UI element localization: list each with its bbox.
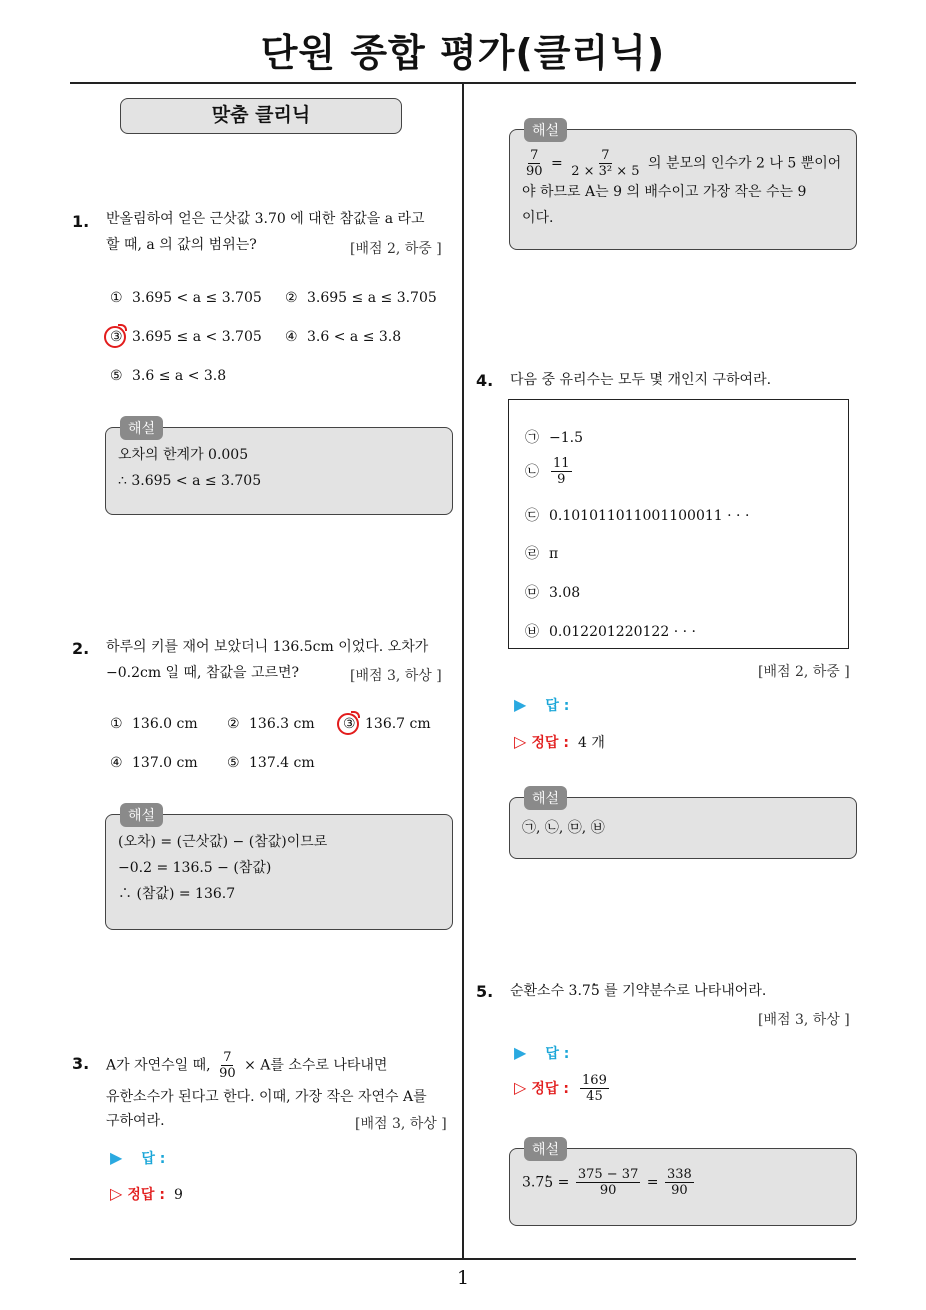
correct-triangle-icon: ▷: [514, 1078, 527, 1097]
answer-label: 답 :: [141, 1151, 166, 1167]
q4-item-2: ㉡ $\frac{11}{9}$: [525, 456, 570, 487]
q4-item-3: ㉢ 0.101011011001100011 · · ·: [525, 508, 750, 524]
q5-correct-row: [514, 1073, 611, 1104]
q5-solution-box: [509, 1142, 857, 1226]
q2-text-line1: 하루의 키를 재어 보았더니 136.5cm 이었다. 오차가: [106, 639, 429, 655]
q1-meta: [배점 2, 하중 ]: [350, 241, 442, 257]
q3-correct-value: 9: [174, 1187, 183, 1203]
q2-choice-1[interactable]: [110, 716, 198, 732]
q2-solution-line3: ∴ (참값) = 136.7: [118, 886, 236, 902]
repeating-digit: · 5: [591, 983, 600, 999]
solution-tag: 해설: [120, 416, 163, 440]
q2-choice-3[interactable]: [343, 716, 431, 732]
q3-number: 3.: [72, 1054, 90, 1073]
q5-sol-frac2: $\frac{338}{90}$: [666, 1167, 692, 1198]
choice-text: 3.695 < a ≤ 3.705: [132, 290, 262, 306]
correct-triangle-icon: ▷: [514, 732, 527, 751]
q4-correct-row: [514, 732, 605, 752]
q1-choice-4[interactable]: [285, 329, 401, 345]
q3-sol-frac2: $\frac{7}{\text{2 × 3² × 5}}$: [571, 148, 640, 179]
q4-text: 다음 중 유리수는 모두 몇 개인지 구하여라.: [510, 372, 772, 388]
correct-label: 정답 :: [531, 1081, 569, 1097]
q5-correct-fraction: $\frac{169}{45}$: [582, 1073, 607, 1104]
q5-text: [510, 978, 766, 1004]
choice-mark: ①: [110, 716, 123, 732]
q1-choice-3[interactable]: [110, 329, 262, 345]
q4-item-6: ㉥ 0.012201220122 · · ·: [525, 624, 696, 640]
answer-circle-mark: [337, 713, 359, 735]
q4-answer-row[interactable]: [514, 695, 569, 715]
q5-solution-line1: [522, 1167, 846, 1198]
q3-solution-box: [509, 123, 857, 250]
q2-choice-2[interactable]: [227, 716, 315, 732]
q1-text-line1: 반올림하여 얻은 근삿값 3.70 에 대한 참값을 a 라고: [106, 211, 425, 227]
q4-solution-box: [509, 791, 857, 859]
q5-meta: [배점 3, 하상 ]: [758, 1012, 850, 1028]
q5-sol-pre: 3.7: [522, 1174, 545, 1191]
choice-text: 3.695 ≤ a ≤ 3.705: [307, 290, 437, 306]
q3-text-post: × A를 소수로 나타내면: [244, 1057, 388, 1074]
choice-text: 3.695 ≤ a < 3.705: [132, 329, 262, 345]
choice-text: 136.3 cm: [249, 716, 315, 732]
q1-text-line2: 할 때, a 의 값의 범위는?: [106, 237, 257, 253]
q3-text-line1: [106, 1050, 387, 1081]
q1-number: 1.: [72, 212, 90, 231]
q3-sol-text: 의 분모의 인수가 2 나 5 뿐이어: [647, 155, 842, 172]
q5-text-pre: 순환소수 3.7: [510, 983, 591, 999]
choice-text: 137.0 cm: [132, 755, 198, 771]
q2-choice-4[interactable]: [110, 755, 198, 771]
q3-fraction: $\frac{7}{90}$: [219, 1050, 236, 1081]
q3-correct-row: [110, 1184, 183, 1204]
q2-solution-box: [105, 808, 453, 930]
choice-mark: ④: [285, 329, 298, 345]
equals-sign: =: [551, 155, 563, 172]
answer-label: 답 :: [545, 698, 570, 714]
q3-answer-row[interactable]: [110, 1148, 165, 1168]
correct-label: 정답 :: [127, 1187, 165, 1203]
q3-solution-line2: 야 하므로 A는 9 의 배수이고 가장 작은 수는 9: [522, 184, 807, 200]
correct-label: 정답 :: [531, 735, 569, 751]
q1-choice-5[interactable]: [110, 368, 226, 384]
column-divider: [462, 84, 464, 1260]
equals-sign: =: [646, 1174, 659, 1191]
q2-solution-line2: −0.2 = 136.5 − (참값): [118, 860, 272, 876]
q5-number: 5.: [476, 982, 494, 1001]
answer-arrow-icon: ▶: [514, 1043, 527, 1062]
repeating-digit: · 5: [544, 1175, 553, 1191]
q3-solution-line1: [522, 148, 846, 179]
q3-text-line3: 구하여라.: [106, 1113, 165, 1129]
q2-solution-line1: (오차) = (근삿값) − (참값)이므로: [118, 834, 328, 850]
q1-solution-box: [105, 421, 453, 515]
q5-text-post: 를 기약분수로 나타내어라.: [599, 983, 767, 999]
choice-mark: ②: [227, 716, 240, 732]
q2-text-line2: −0.2cm 일 때, 참값을 고르면?: [106, 665, 300, 681]
choice-text: 3.6 ≤ a < 3.8: [132, 368, 227, 384]
answer-arrow-icon: ▶: [110, 1148, 123, 1167]
q5-sol-frac1: $\frac{375 - 37}{90}$: [577, 1167, 639, 1198]
q1-solution-line1: 오차의 한계가 0.005: [118, 447, 249, 463]
equals-sign: =: [557, 1174, 570, 1191]
q5-answer-row[interactable]: [514, 1043, 569, 1063]
q3-text-line2: 유한소수가 된다고 한다. 이때, 가장 작은 자연수 A를: [106, 1089, 427, 1105]
solution-tag: 해설: [524, 118, 567, 142]
answer-arrow-icon: ▶: [514, 695, 527, 714]
q2-choice-5[interactable]: [227, 755, 315, 771]
choice-mark: ⑤: [227, 755, 240, 771]
answer-label: 답 :: [545, 1046, 570, 1062]
q1-choice-2[interactable]: [285, 290, 437, 306]
solution-tag: 해설: [524, 1137, 567, 1161]
q3-solution-line3: 이다.: [522, 210, 554, 226]
answer-circle-mark: [104, 326, 126, 348]
choice-mark: ①: [110, 290, 123, 306]
q4-item-1: ㉠ −1.5: [525, 430, 583, 446]
choice-mark: ③: [343, 716, 356, 732]
q3-sol-frac1: $\frac{7}{90}$: [526, 148, 543, 179]
q3-meta: [배점 3, 하상 ]: [355, 1116, 447, 1132]
choice-text: 3.6 < a ≤ 3.8: [307, 329, 402, 345]
choice-text: 136.7 cm: [365, 716, 431, 732]
choice-mark: ④: [110, 755, 123, 771]
solution-tag: 해설: [120, 803, 163, 827]
q3-text-pre: A가 자연수일 때,: [106, 1057, 211, 1074]
q4-solution-line1: ㉠, ㉡, ㉤, ㉥: [522, 820, 605, 836]
q2-number: 2.: [72, 639, 90, 658]
choice-mark: ②: [285, 290, 298, 306]
q4-item-4: ㉣ π: [525, 546, 559, 562]
q4-correct-value: 4 개: [578, 735, 605, 751]
q1-choice-1[interactable]: [110, 290, 262, 306]
q4-number: 4.: [476, 371, 494, 390]
q4-meta: [배점 2, 하중 ]: [758, 664, 850, 680]
q4-item-5: ㉤ 3.08: [525, 585, 581, 601]
footer-rule: [70, 1258, 856, 1260]
page-title: 단원 종합 평가(클리닉): [260, 31, 666, 75]
choice-mark: ⑤: [110, 368, 123, 384]
correct-triangle-icon: ▷: [110, 1184, 123, 1203]
choice-text: 136.0 cm: [132, 716, 198, 732]
page-number: 1: [456, 1267, 470, 1289]
solution-tag: 해설: [524, 786, 567, 810]
q4-items-box: [508, 399, 849, 649]
clinic-label: 맞춤 클리닉: [120, 98, 402, 134]
q2-meta: [배점 3, 하상 ]: [350, 668, 442, 684]
choice-text: 137.4 cm: [249, 755, 315, 771]
choice-mark: ③: [110, 329, 123, 345]
q1-solution-line2: ∴ 3.695 < a ≤ 3.705: [118, 473, 262, 489]
